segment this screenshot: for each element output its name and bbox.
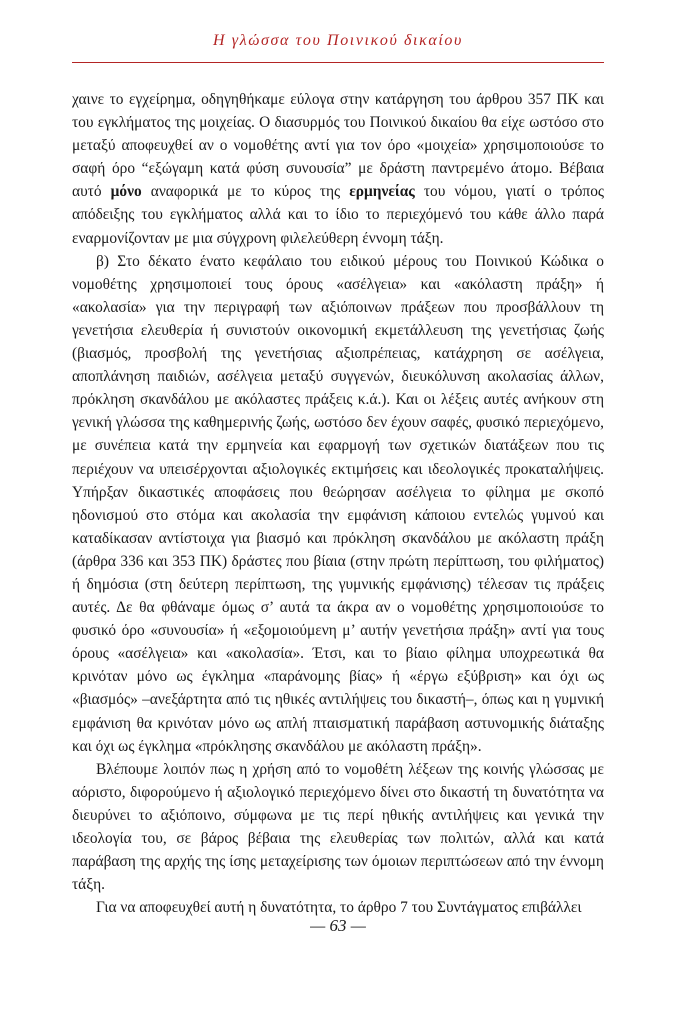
bold-term: μόνο	[110, 183, 142, 201]
text-run: του νόμου, γιατί ο τρόπος απόδειξης του εγκλήματος αλλά και το ίδιο το περιεχόμενό του κάθε άλλο παρά εναρμονίζονταν με μια σύγχρονη φιλελεύθερη έννομη τάξη.	[72, 183, 604, 247]
text-run: β) Στο δέκατο ένατο κεφάλαιο του ειδικού μέρους του Ποινικού Κώδικα ο νομοθέτης χρησιμοποιεί τους όρους «ασέλγεια» και «ακόλαστη πράξη» ή «ακολασία» για την περιγραφή των αξιόποινων πράξεων που προσβάλλουν τη γενετήσια ελευθερία ή συνιστούν οικονομική εκμετάλλευση της γενετήσιας ζωής (βιασμός, προσβολή της γενετήσιας αξιοπρέπειας, κατάχρηση σε ασέλγεια, αποπλάνηση παιδιών, ασέλγεια μεταξύ συγγενών, διευκόλυνση ακολασίας άλλων, πρόκληση σκανδάλου με ακόλαστες πράξεις κ.ά.). Και οι λέξεις αυτές ανήκουν στη γενική γλώσσα της καθημερινής ζωής, ωστόσο δεν έχουν σαφές, φυσικό περιεχόμενο, με συνέπεια κατά την ερμηνεία και εφαρμογή των σχετικών διατάξεων που τις περιέχουν να υπεισέρχονται αξιολογικές εκτιμήσεις και ιδεολογικές προκαταλήψεις. Υπήρξαν δικαστικές αποφάσεις που θεώρησαν ασέλγεια το φίλημα με σκοπό ηδονισμού στο στόμα και ακολασία την εμφάνιση κάποιου εντελώς γυμνού και καταδίκασαν αντίστοιχα για βιασμό και πρόκληση σκανδάλου με ακόλαστη πράξη (άρθρα 336 και 353 ΠΚ) δράστες που βίαια (στην πρώτη περίπτωση, του φιλήματος) ή δημόσια (στη δεύτερη περίπτωση, της γυμνικής εμφάνισης) τέλεσαν τις πράξεις αυτές. Δε θα φθάναμε όμως σ’ αυτά τα άκρα αν ο νομοθέτης χρησιμοποιούσε το φυσικό όρο «συνουσία» ή «εξομοιούμενη μ’ αυτήν γενετήσια πράξη» αντί για τους όρους «ασέλγεια» και «ακολασία». Έτσι, και το βίαιο φίλημα υποχρεωτικά θα κρινόταν μόνο ως έγκλημα «παράνομης βίας» ή «έργω εξύβριση» και όχι ως «βιασμός» –ανεξάρτητα από τις ηθικές αντιλήψεις του δικαστή–, όπως και η γυμνική εμφάνιση θα κρινόταν μόνο ως απλή πταισματική παράβαση αστυνομικής διάταξης και όχι ως έγκλημα «πρόκλησης σκανδάλου με ακόλαστη πράξη».	[72, 252, 604, 755]
running-title: Η γλώσσα του Ποινικού δικαίου	[213, 32, 463, 49]
bold-term: ερμηνείας	[349, 183, 415, 201]
page-number: — 63 —	[310, 916, 366, 935]
header-rule	[72, 62, 604, 63]
paragraph-3	[72, 758, 604, 897]
body-text	[72, 88, 604, 919]
text-run: Βλέπουμε λοιπόν πως η χρήση από το νομοθέτη λέξεων της κοινής γλώσσας με αόριστο, διφορούμενο ή αξιολογικό περιεχόμενο δίνει στο δικαστή τη δυνατότητα να διευρύνει το αξιόποινο, σύμφωνα με τις περί ηθικής αντιλήψεις και γενικά την ιδεολογία του, σε βάρος βέβαια της ελευθερίας των πολιτών, αλλά και κατά παράβαση της αρχής της ίσης μεταχείρισης των όμοιων περιπτώσεων από την έννομη τάξη.	[72, 760, 604, 894]
paragraph-2	[72, 250, 604, 758]
text-run: χαινε το εγχείρημα, οδηγηθήκαμε εύλογα στην κατάργηση του άρθρου 357 ΠΚ και του εγκλήματος της μοιχείας. Ο διασυρμός του Ποινικού δικαίου θα είχε ωστόσο στο μεταξύ αποφευχθεί αν ο νομοθέτης αντί για τον όρο «μοιχεία» χρησιμοποιούσε το σαφή όρο “εξώγαμη κατά φύση συνουσία” με δράστη παντρεμένο άτομο. Βέβαια αυτό	[72, 91, 604, 201]
text-run: αναφορικά με το κύρος της	[141, 183, 350, 201]
text-run: Για να αποφευχθεί αυτή η δυνατότητα, το άρθρο 7 του Συντάγματος επιβάλλει	[96, 899, 582, 917]
paragraph-1	[72, 88, 604, 250]
